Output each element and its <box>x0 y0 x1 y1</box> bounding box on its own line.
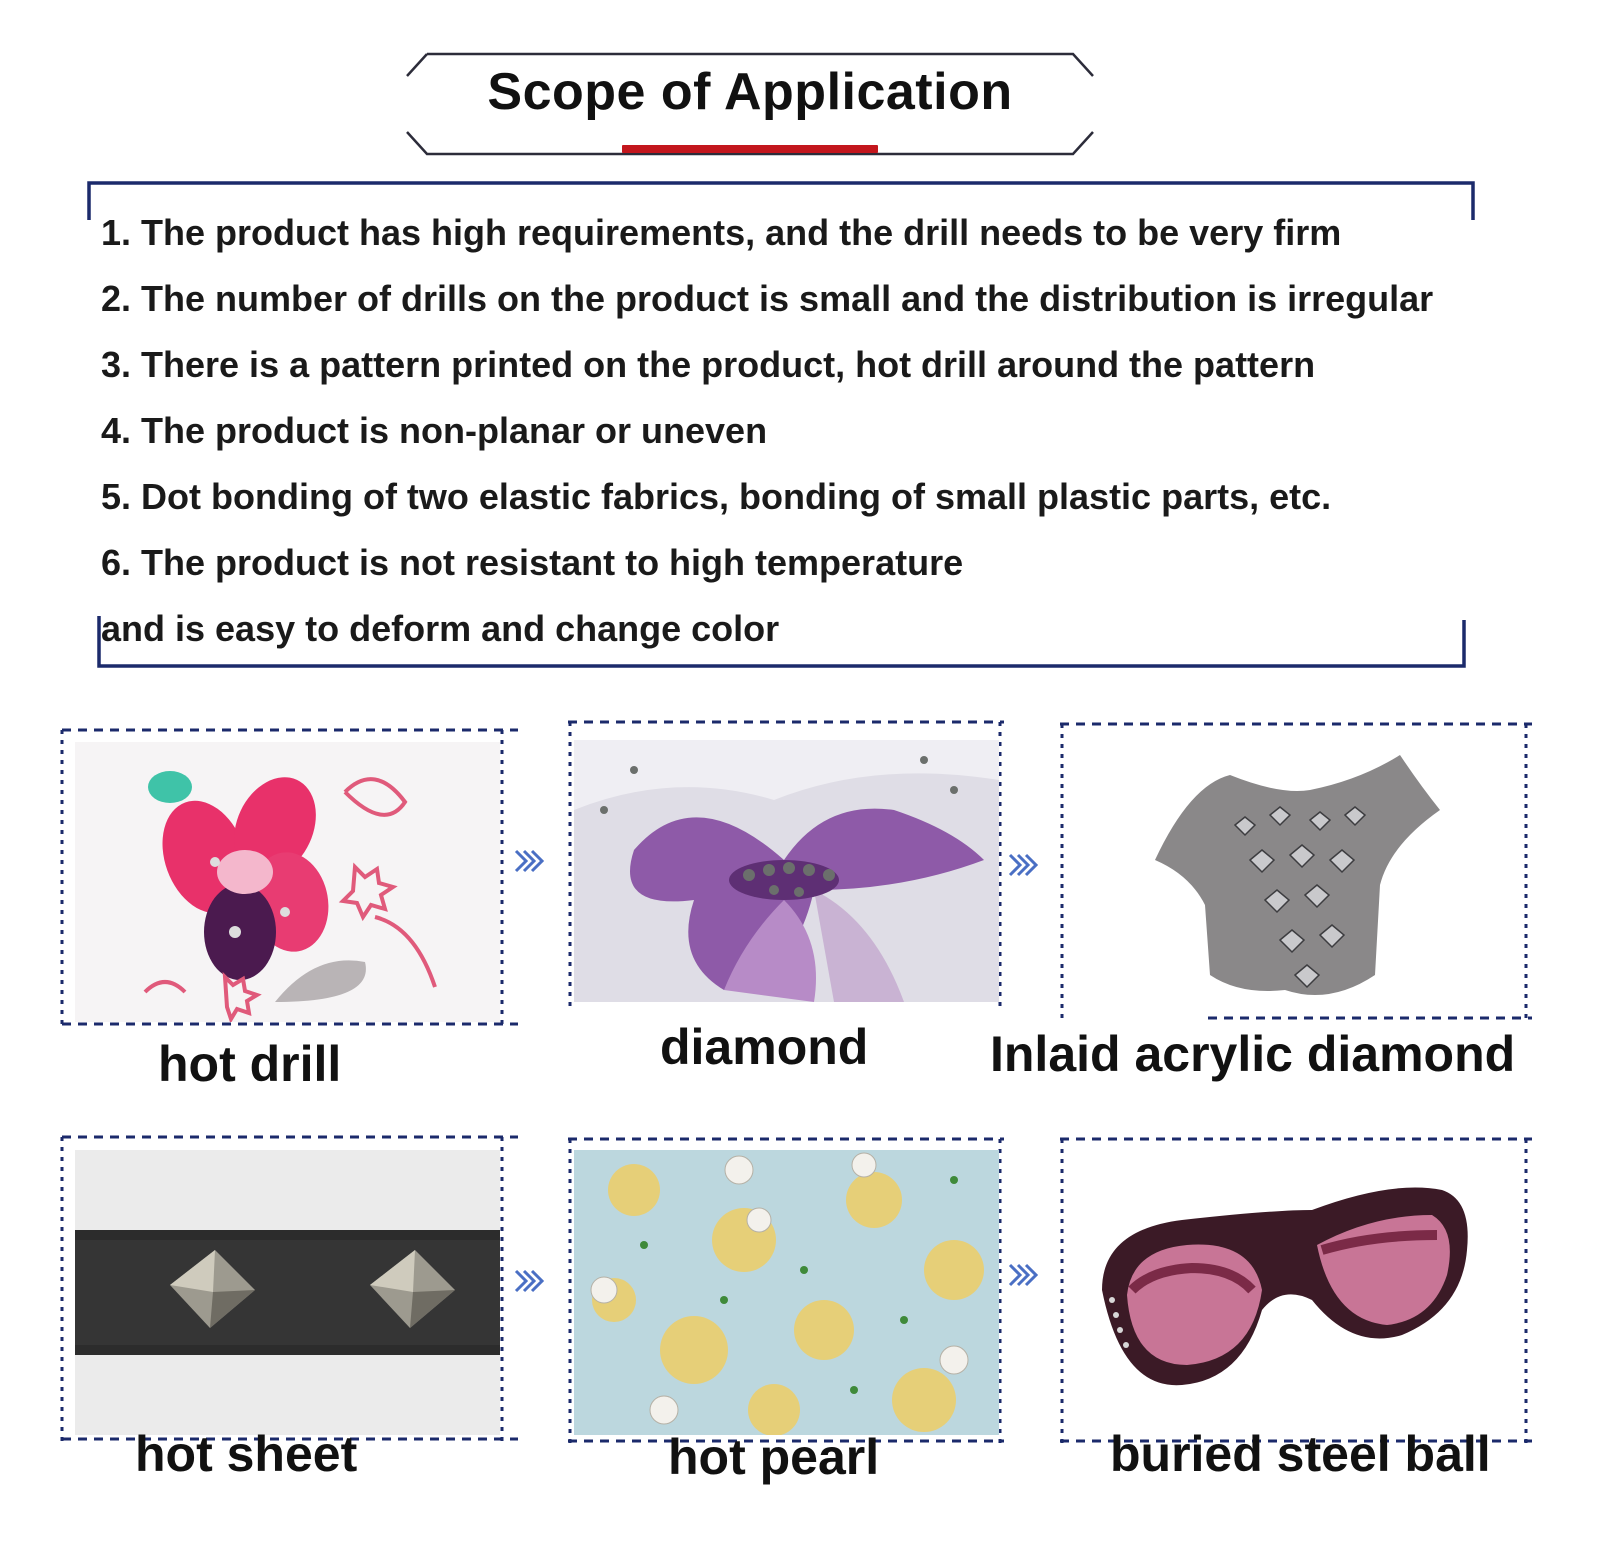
double-chevron-right-icon <box>510 1268 552 1294</box>
double-chevron-right-icon <box>1004 852 1046 878</box>
flower-print-photo <box>75 742 500 1022</box>
purple-flower-rhinestone-photo <box>574 740 999 1002</box>
sample-caption: Inlaid acrylic diamond <box>990 1026 1516 1082</box>
studded-strap-photo <box>75 1150 500 1435</box>
requirement-line: and is easy to deform and change color <box>101 608 780 649</box>
sample-caption: diamond <box>660 1019 869 1075</box>
acrylic-diamond-fabric-photo <box>1070 735 1515 1015</box>
sample-caption: hot drill <box>158 1036 342 1092</box>
double-chevron-right-icon <box>1004 1262 1046 1288</box>
sunglasses-photo <box>1072 1150 1517 1435</box>
page-title: Scope of Application <box>487 63 1013 121</box>
title-underline <box>622 145 878 153</box>
sample-caption: hot pearl <box>668 1429 880 1485</box>
sample-caption: hot sheet <box>135 1426 358 1482</box>
double-chevron-right-icon <box>510 848 552 874</box>
requirement-line: 5. Dot bonding of two elastic fabrics, bonding of small plastic parts, etc. <box>101 476 1332 517</box>
pearl-floral-fabric-photo <box>574 1150 999 1435</box>
requirement-line: 4. The product is non-planar or uneven <box>101 410 768 451</box>
requirement-line: 3. There is a pattern printed on the product, hot drill around the pattern <box>101 344 1316 385</box>
requirement-line: 2. The number of drills on the product is small and the distribution is irregular <box>101 278 1434 319</box>
sample-caption: buried steel ball <box>1110 1426 1491 1482</box>
requirement-line: 1. The product has high requirements, and the drill needs to be very firm <box>101 212 1342 253</box>
requirement-line: 6. The product is not resistant to high temperature <box>101 542 964 583</box>
